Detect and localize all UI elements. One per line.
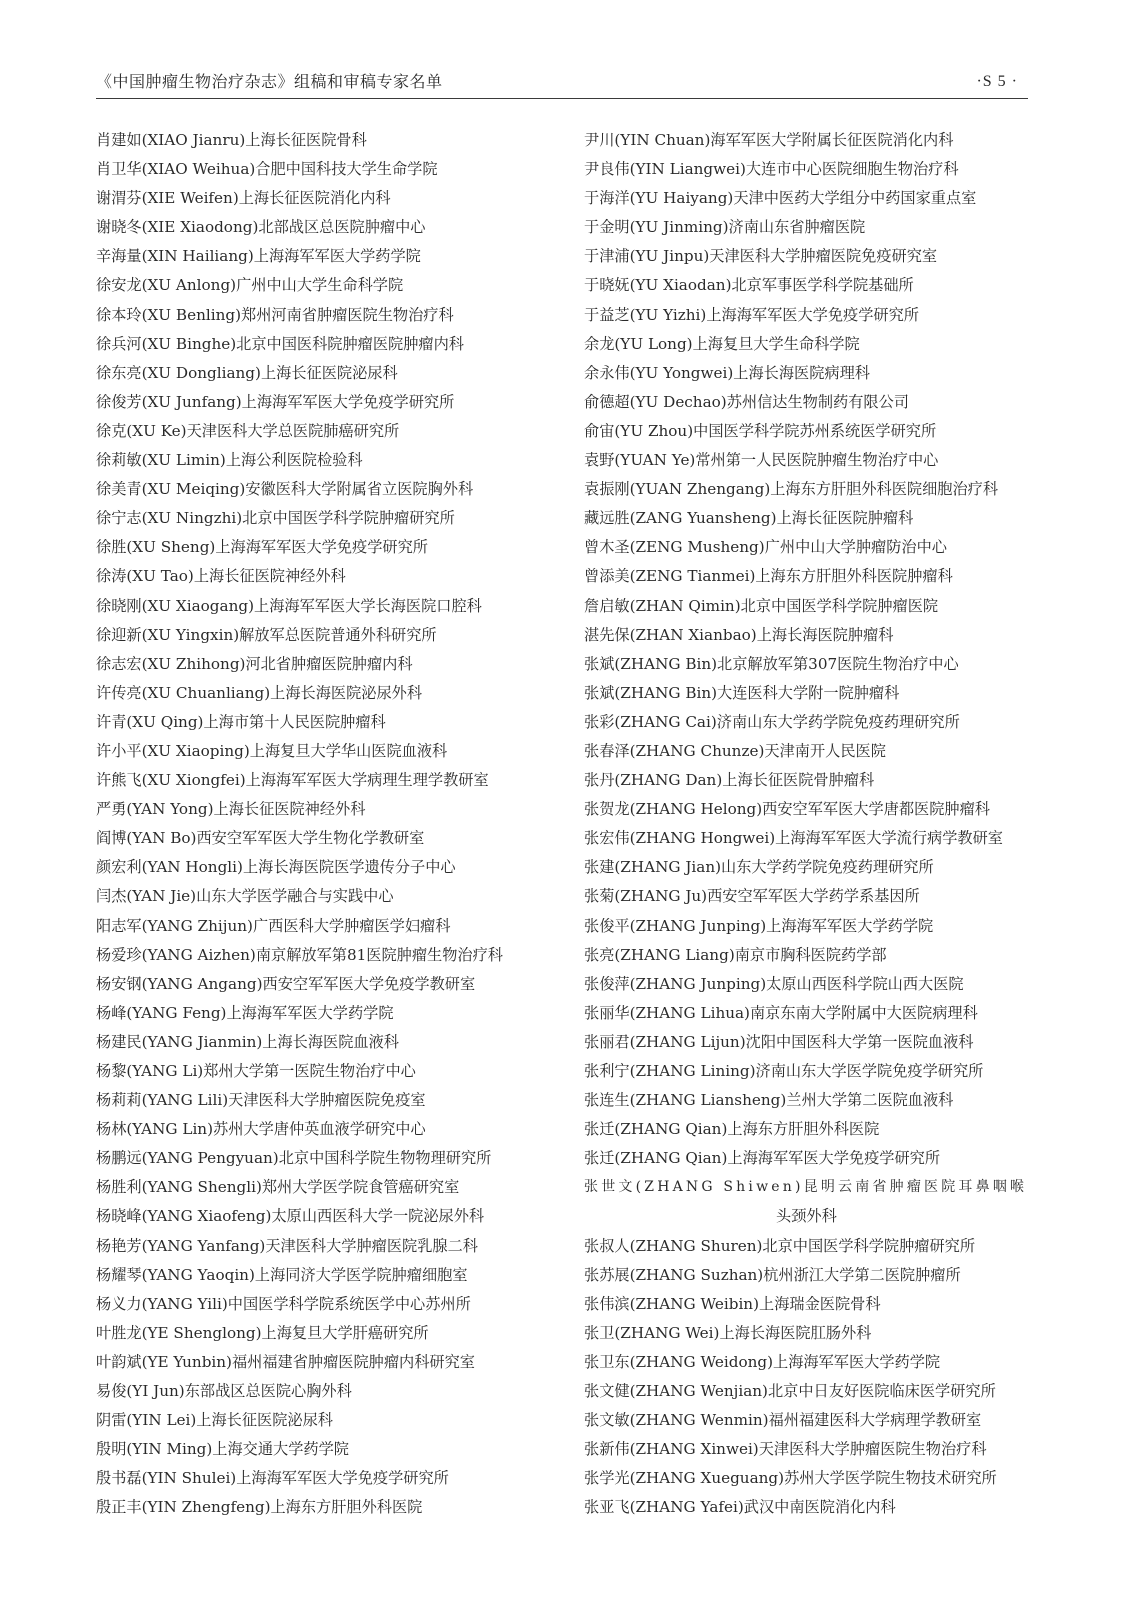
list-item: 阎博(YAN Bo)西安空军军医大学生物化学教研室 — [96, 829, 425, 848]
list-item: 于海洋(YU Haiyang)天津中医药大学组分中药国家重点室 — [584, 189, 977, 208]
list-item: 肖建如(XIAO Jianru)上海长征医院骨科 — [96, 131, 367, 149]
list-item: 詹启敏(ZHAN Qimin)北京中国医学科学院肿瘤医院 — [584, 596, 939, 615]
page-number: ·S 5 · — [976, 73, 1018, 90]
list-item: 袁振刚(YUAN Zhengang)上海东方肝胆外科医院细胞治疗科 — [584, 480, 999, 499]
list-item: 张斌(ZHANG Bin)北京解放军第307医院生物治疗中心 — [584, 654, 959, 673]
list-item: 肖卫华(XIAO Weihua)合肥中国科技大学生命学院 — [96, 160, 438, 179]
list-item: 徐本玲(XU Benling)郑州河南省肿瘤医院生物治疗科 — [96, 305, 454, 324]
list-item: 辛海量(XIN Hailiang)上海海军军医大学药学院 — [96, 247, 421, 266]
list-item: 阳志军(YANG Zhijun)广西医科大学肿瘤医学妇瘤科 — [96, 916, 451, 935]
list-item: 阴雷(YIN Lei)上海长征医院泌尿科 — [96, 1411, 333, 1430]
list-item: 张文敏(ZHANG Wenmin)福州福建医科大学病理学教研室 — [584, 1411, 982, 1430]
journal-title: 《中国肿瘤生物治疗杂志》组稿和审稿专家名单 — [96, 72, 443, 91]
list-item: 杨爱珍(YANG Aizhen)南京解放军第81医院肿瘤生物治疗科 — [96, 945, 503, 964]
list-item: 于晓妩(YU Xiaodan)北京军事医学科学院基础所 — [584, 276, 914, 295]
list-item-text: 张世文(ZHANG Shiwen)昆明云南省肿瘤医院耳鼻咽喉 — [584, 1179, 1028, 1196]
list-item: 张连生(ZHANG Liansheng)兰州大学第二医院血液科 — [584, 1091, 954, 1110]
list-item: 殷书磊(YIN Shulei)上海海军军医大学免疫学研究所 — [96, 1469, 449, 1488]
list-item: 于津浦(YU Jinpu)天津医科大学肿瘤医院免疫研究室 — [584, 247, 938, 266]
list-item: 杨建民(YANG Jianmin)上海长海医院血液科 — [96, 1032, 399, 1051]
list-item: 杨莉莉(YANG Lili)天津医科大学肿瘤医院免疫室 — [96, 1091, 426, 1110]
list-item-wrapped — [584, 1173, 1028, 1202]
list-item: 叶韵斌(YE Yunbin)福州福建省肿瘤医院肿瘤内科研究室 — [96, 1352, 475, 1371]
list-item: 余永伟(YU Yongwei)上海长海医院病理科 — [584, 363, 870, 382]
list-item: 曾添美(ZENG Tianmei)上海东方肝胆外科医院肿瘤科 — [584, 567, 953, 586]
list-item: 徐莉敏(XU Limin)上海公利医院检验科 — [96, 451, 363, 470]
list-item: 张菊(ZHANG Ju)西安空军军医大学药学系基因所 — [584, 887, 920, 906]
list-item: 张丽华(ZHANG Lihua)南京东南大学附属中大医院病理科 — [584, 1003, 978, 1022]
list-item: 湛先保(ZHAN Xianbao)上海长海医院肿瘤科 — [584, 625, 894, 644]
list-item: 许传亮(XU Chuanliang)上海长海医院泌尿外科 — [96, 683, 423, 702]
list-item: 叶胜龙(YE Shenglong)上海复旦大学肝癌研究所 — [96, 1323, 429, 1342]
list-item: 于益芝(YU Yizhi)上海海军军医大学免疫学研究所 — [584, 305, 919, 324]
list-item: 徐迎新(XU Yingxin)解放军总医院普通外科研究所 — [96, 625, 437, 644]
list-item: 张亚飞(ZHANG Yafei)武汉中南医院消化内科 — [584, 1498, 896, 1517]
right-column-list-b — [584, 1232, 1028, 1523]
right-column — [584, 126, 1028, 1523]
list-item: 张俊萍(ZHANG Junping)太原山西医科学院山西大医院 — [584, 974, 964, 993]
list-item: 严勇(YAN Yong)上海长征医院神经外科 — [96, 800, 366, 819]
list-item: 谢渭芬(XIE Weifen)上海长征医院消化内科 — [96, 189, 391, 208]
list-item: 杨林(YANG Lin)苏州大学唐仲英血液学研究中心 — [96, 1120, 426, 1139]
list-item: 张俊平(ZHANG Junping)上海海军军医大学药学院 — [584, 916, 934, 935]
list-item: 张新伟(ZHANG Xinwei)天津医科大学肿瘤医院生物治疗科 — [584, 1440, 987, 1459]
list-item: 于金明(YU Jinming)济南山东省肿瘤医院 — [584, 218, 866, 237]
list-item: 张卫(ZHANG Wei)上海长海医院肛肠外科 — [584, 1323, 872, 1342]
list-item: 徐涛(XU Tao)上海长征医院神经外科 — [96, 567, 346, 586]
list-item: 张丹(ZHANG Dan)上海长征医院骨肿瘤科 — [584, 771, 875, 790]
list-item: 张春泽(ZHANG Chunze)天津南开人民医院 — [584, 741, 886, 760]
list-item: 俞宙(YU Zhou)中国医学科学院苏州系统医学研究所 — [584, 421, 937, 440]
list-item: 张彩(ZHANG Cai)济南山东大学药学院免疫药理研究所 — [584, 712, 960, 731]
list-item: 徐志宏(XU Zhihong)河北省肿瘤医院肿瘤内科 — [96, 654, 413, 673]
list-item: 尹良伟(YIN Liangwei)大连市中心医院细胞生物治疗科 — [584, 160, 959, 179]
list-item: 袁野(YUAN Ye)常州第一人民医院肿瘤生物治疗中心 — [584, 451, 939, 470]
list-item: 徐胜(XU Sheng)上海海军军医大学免疫学研究所 — [96, 538, 428, 557]
list-item: 张贺龙(ZHANG Helong)西安空军军医大学唐都医院肿瘤科 — [584, 800, 990, 819]
list-item: 徐俊芳(XU Junfang)上海海军军医大学免疫学研究所 — [96, 392, 455, 411]
list-item: 杨胜利(YANG Shengli)郑州大学医学院食管癌研究室 — [96, 1178, 460, 1197]
list-item: 张斌(ZHANG Bin)大连医科大学附一院肿瘤科 — [584, 683, 900, 702]
list-item: 张苏展(ZHANG Suzhan)杭州浙江大学第二医院肿瘤所 — [584, 1265, 961, 1284]
list-item: 杨晓峰(YANG Xiaofeng)太原山西医科大学一院泌尿外科 — [96, 1207, 485, 1226]
list-item: 张利宁(ZHANG Lining)济南山东大学医学院免疫学研究所 — [584, 1062, 984, 1080]
list-item: 张丽君(ZHANG Lijun)沈阳中国医科大学第一医院血液科 — [584, 1032, 974, 1051]
list-item: 张文健(ZHANG Wenjian)北京中日友好医院临床医学研究所 — [584, 1382, 996, 1401]
list-item: 杨义力(YANG Yili)中国医学科学院系统医学中心苏州所 — [96, 1294, 471, 1313]
list-item: 徐晓刚(XU Xiaogang)上海海军军医大学长海医院口腔科 — [96, 596, 482, 615]
list-item: 张宏伟(ZHANG Hongwei)上海海军军医大学流行病学教研室 — [584, 829, 1003, 848]
list-item: 许小平(XU Xiaoping)上海复旦大学华山医院血液科 — [96, 741, 448, 760]
list-item: 张学光(ZHANG Xueguang)苏州大学医学院生物技术研究所 — [584, 1469, 997, 1488]
list-item: 杨鹏远(YANG Pengyuan)北京中国科学院生物物理研究所 — [96, 1149, 492, 1168]
list-item: 殷正丰(YIN Zhengfeng)上海东方肝胆外科医院 — [96, 1498, 423, 1517]
list-item: 杨安钢(YANG Angang)西安空军军医大学免疫学教研室 — [96, 974, 476, 993]
list-item: 颜宏利(YAN Hongli)上海长海医院医学遗传分子中心 — [96, 858, 456, 877]
list-item: 易俊(YI Jun)东部战区总医院心胸外科 — [96, 1382, 352, 1401]
list-item: 徐美青(XU Meiqing)安徽医科大学附属省立医院胸外科 — [96, 480, 474, 499]
list-item: 杨峰(YANG Feng)上海海军军医大学药学院 — [96, 1003, 394, 1022]
list-item: 张迁(ZHANG Qian)上海海军军医大学免疫学研究所 — [584, 1149, 941, 1168]
list-item: 藏远胜(ZANG Yuansheng)上海长征医院肿瘤科 — [584, 509, 914, 528]
list-item: 尹川(YIN Chuan)海军军医大学附属长征医院消化内科 — [584, 131, 954, 149]
list-item: 许熊飞(XU Xiongfei)上海海军军医大学病理生理学教研室 — [96, 771, 489, 790]
list-item: 张建(ZHANG Jian)山东大学药学院免疫药理研究所 — [584, 858, 934, 877]
list-item: 闫杰(YAN Jie)山东大学医学融合与实践中心 — [96, 887, 394, 906]
list-item: 俞德超(YU Dechao)苏州信达生物制药有限公司 — [584, 392, 909, 411]
list-item: 徐克(XU Ke)天津医科大学总医院肺癌研究所 — [96, 421, 400, 440]
right-column-list-a — [584, 126, 1028, 1173]
list-item-text: 头颈外科 — [776, 1207, 837, 1226]
list-item: 徐宁志(XU Ningzhi)北京中国医学科学院肿瘤研究所 — [96, 509, 455, 528]
list-item: 杨耀琴(YANG Yaoqin)上海同济大学医学院肿瘤细胞室 — [96, 1265, 468, 1284]
list-item: 谢晓冬(XIE Xiaodong)北部战区总医院肿瘤中心 — [96, 218, 426, 237]
left-column — [96, 126, 550, 1523]
list-item-continuation — [584, 1202, 1028, 1231]
list-item: 曾木圣(ZENG Musheng)广州中山大学肿瘤防治中心 — [584, 538, 947, 557]
list-item: 张叔人(ZHANG Shuren)北京中国医学科学院肿瘤研究所 — [584, 1236, 976, 1255]
list-item: 杨黎(YANG Li)郑州大学第一医院生物治疗中心 — [96, 1062, 416, 1080]
list-item: 徐东亮(XU Dongliang)上海长征医院泌尿科 — [96, 363, 398, 382]
list-item: 徐安龙(XU Anlong)广州中山大学生命科学院 — [96, 276, 404, 295]
list-item: 张卫东(ZHANG Weidong)上海海军军医大学药学院 — [584, 1352, 941, 1371]
list-item: 张迁(ZHANG Qian)上海东方肝胆外科医院 — [584, 1120, 880, 1139]
list-item: 张亮(ZHANG Liang)南京市胸科医院药学部 — [584, 945, 887, 964]
running-header — [96, 72, 1028, 99]
list-item: 杨艳芳(YANG Yanfang)天津医科大学肿瘤医院乳腺二科 — [96, 1236, 478, 1255]
list-item: 许青(XU Qing)上海市第十人民医院肿瘤科 — [96, 712, 386, 731]
list-item: 徐兵河(XU Binghe)北京中国医科院肿瘤医院肿瘤内科 — [96, 334, 464, 353]
list-item: 张伟滨(ZHANG Weibin)上海瑞金医院骨科 — [584, 1294, 881, 1313]
list-item: 余龙(YU Long)上海复旦大学生命科学院 — [584, 334, 860, 353]
list-item: 殷明(YIN Ming)上海交通大学药学院 — [96, 1440, 349, 1459]
